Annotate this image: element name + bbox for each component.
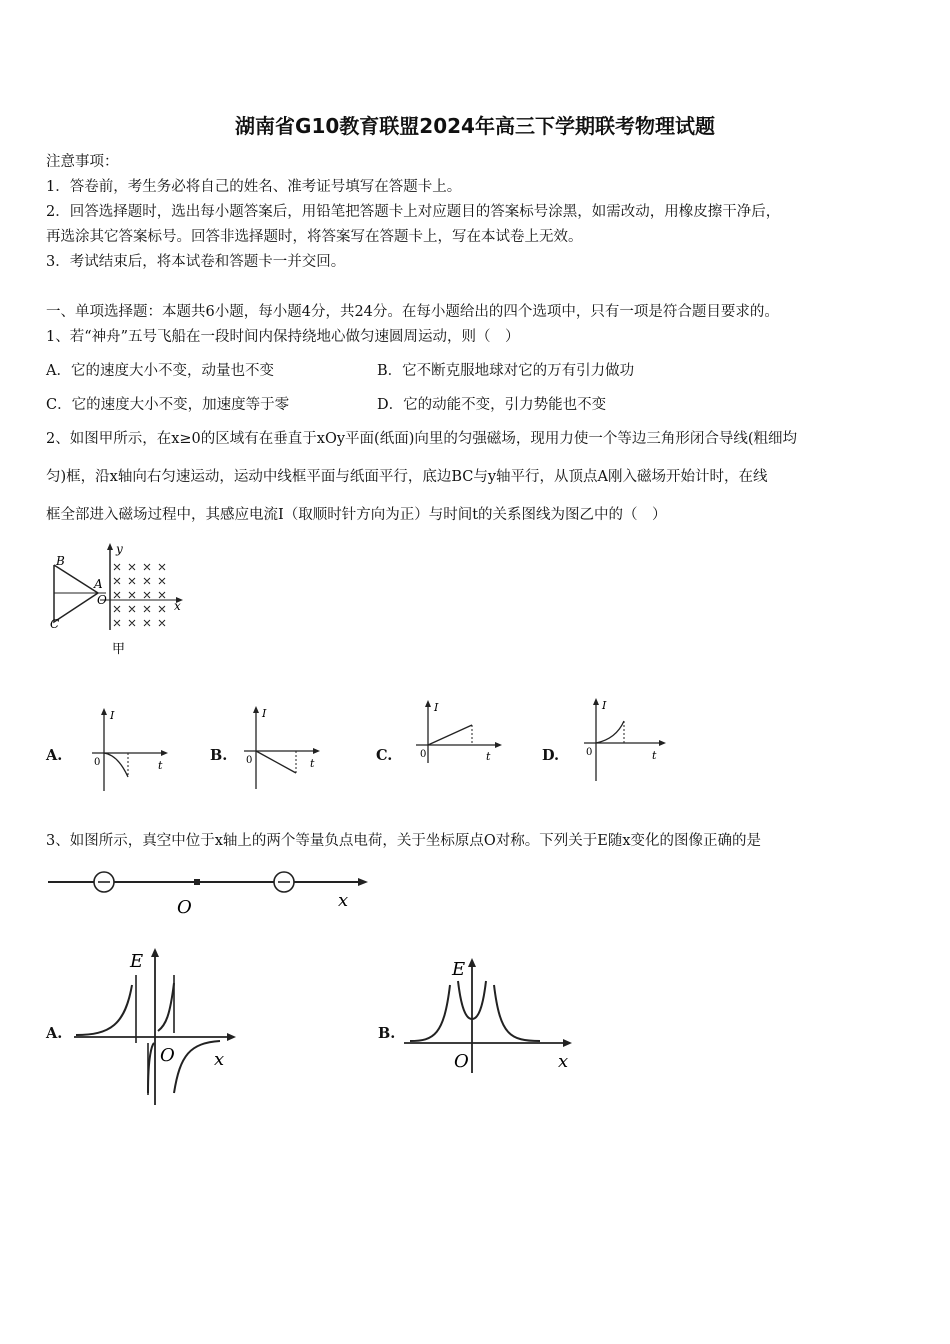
zero-label: 0 <box>586 747 593 758</box>
origin-point <box>194 879 200 885</box>
e-label: E <box>452 959 466 980</box>
page-title: 湖南省G10教育联盟2024年高三下学期联考物理试题 <box>235 114 715 138</box>
notice-item-2-line-2: 再选涂其它答案标号。回答非选择题时，将答案写在答题卡上，写在本试卷上无效。 <box>46 229 583 245</box>
i-label: I <box>262 707 267 720</box>
q2-stem-line-1: 2、如图甲所示，在x≥0的区域有在垂直于xOy平面(纸面)向里的匀强磁场，现用力使一个等边三角形闭合导线(粗细均 <box>46 431 798 447</box>
label-y: y <box>116 542 123 556</box>
x-label: x <box>338 890 349 911</box>
field-crosses <box>114 564 165 626</box>
q3-option-a-graph[interactable] <box>70 945 240 1110</box>
notice-item-3: 3．考试结束后，将本试卷和答题卡一并交回。 <box>46 254 346 270</box>
q2-stem-line-3: 框全部进入磁场过程中，其感应电流I（取顺时针方向为正）与时间t的关系图线为图乙中的（ ） <box>46 507 667 523</box>
q2-option-c-label[interactable]: C. <box>376 747 393 764</box>
e-label: E <box>130 951 144 972</box>
q1-stem: 1、若“神舟”五号飞船在一段时间内保持绕地心做匀速圆周运动，则（ ） <box>46 329 520 345</box>
q1-option-a: A．它的速度大小不变，动量也不变 <box>46 363 274 379</box>
label-b: B <box>56 554 65 568</box>
notice-item-1: 1．答卷前，考生务必将自己的姓名、准考证号填写在答题卡上。 <box>46 179 462 195</box>
q1-option-b: B．它不断克服地球对它的万有引力做功 <box>377 363 635 379</box>
q3-charge-diagram <box>44 866 374 916</box>
notice-item-2-line-1: 2．回答选择题时，选出每小题答案后，用铅笔把答题卡上对应题目的答案标号涂黑，如需改动，用橡皮擦干净后， <box>46 204 781 220</box>
q2-option-b-graph[interactable] <box>240 703 325 793</box>
label-a: A <box>94 577 103 591</box>
y-arrow <box>107 543 113 550</box>
zero-label: 0 <box>420 749 427 760</box>
origin-label: O <box>177 897 192 916</box>
q2-option-a-label[interactable]: A. <box>46 747 63 764</box>
q2-option-d-label[interactable]: D. <box>542 747 560 764</box>
x-label: x <box>214 1049 225 1070</box>
section-heading: 一、单项选择题：本题共6小题，每小题4分，共24分。在每小题给出的四个选项中，只有一项是符合题目要求的。 <box>46 304 779 320</box>
t-label: t <box>158 759 163 772</box>
q3-stem: 3、如图所示，真空中位于x轴上的两个等量负点电荷，关于坐标原点O对称。下列关于E随x变化的图像正确的是 <box>46 833 762 849</box>
q1-option-c: C．它的速度大小不变，加速度等于零 <box>46 397 290 413</box>
q2-option-d-graph[interactable] <box>580 695 675 785</box>
i-label: I <box>434 701 439 714</box>
q3-option-a-label[interactable]: A. <box>46 1025 63 1042</box>
q2-stem-line-2: 匀)框，沿x轴向右匀速运动，运动中线框平面与纸面平行，底边BC与y轴平行，从顶点A刚入磁场开始计时，在线 <box>46 469 768 485</box>
q3-option-b-label[interactable]: B. <box>378 1025 396 1042</box>
label-o: O <box>97 593 107 607</box>
q2-option-b-label[interactable]: B. <box>210 747 228 764</box>
zero-label: 0 <box>246 755 253 766</box>
zero-label: 0 <box>94 757 101 768</box>
q1-option-d: D．它的动能不变，引力势能也不变 <box>377 397 607 413</box>
x-arrow <box>358 878 368 886</box>
i-label: I <box>602 699 607 712</box>
i-label: I <box>110 709 115 722</box>
t-label: t <box>652 749 657 762</box>
origin-label: O <box>454 1051 469 1072</box>
q2-figure-jia <box>40 540 200 665</box>
t-label: t <box>310 757 315 770</box>
x-label: x <box>558 1051 569 1072</box>
origin-label: O <box>160 1045 175 1066</box>
q2-option-a-graph[interactable] <box>88 705 173 795</box>
label-c: C <box>50 617 60 631</box>
notice-heading: 注意事项： <box>46 154 119 170</box>
q2-option-c-graph[interactable] <box>412 697 507 767</box>
label-x: x <box>174 599 181 613</box>
t-label: t <box>486 750 491 763</box>
q3-option-b-graph[interactable] <box>400 955 580 1075</box>
figure-caption: 甲 <box>112 642 126 657</box>
